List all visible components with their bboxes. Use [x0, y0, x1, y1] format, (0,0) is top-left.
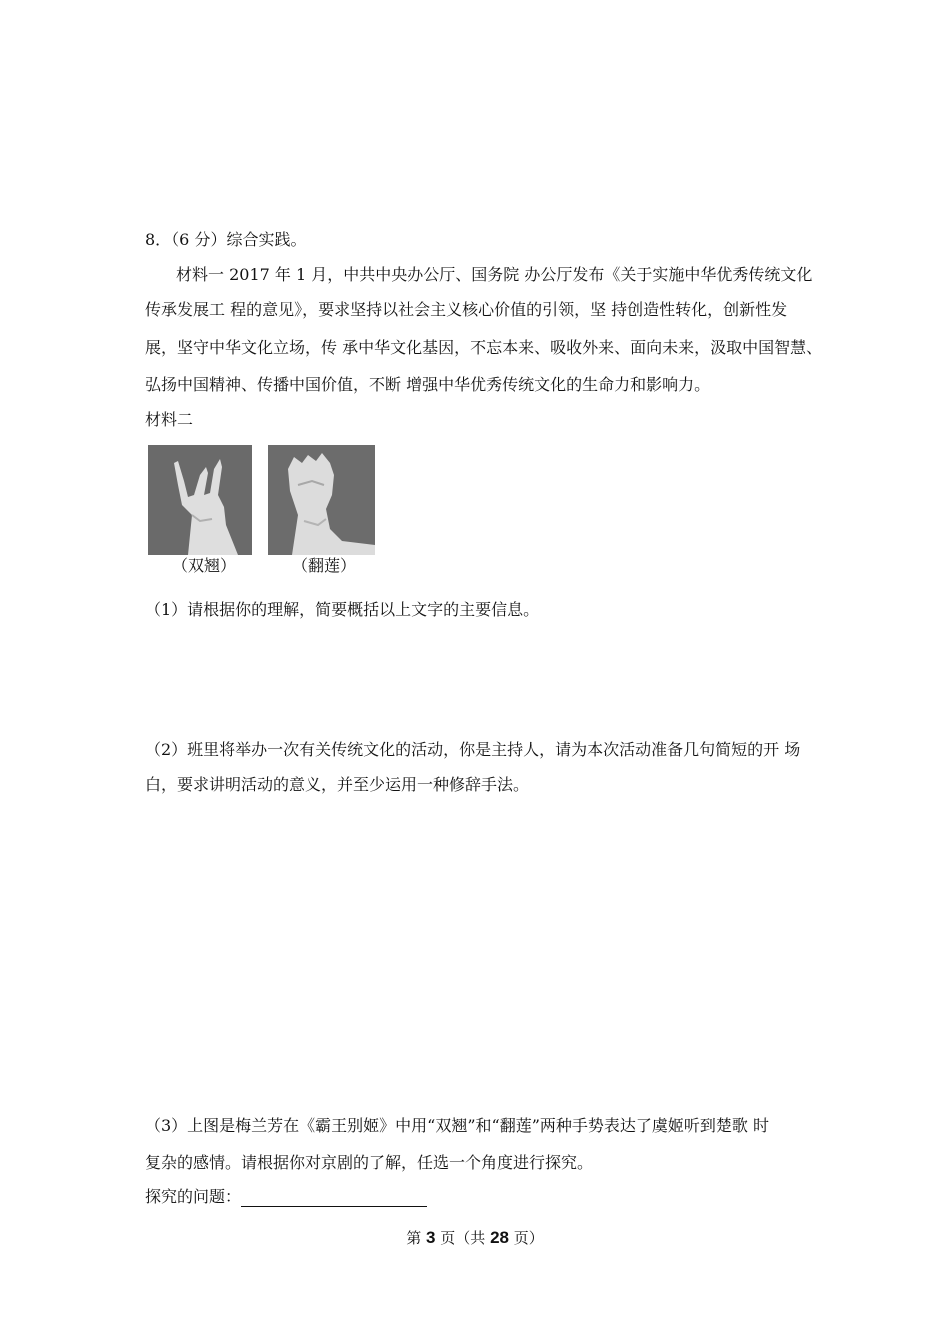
material1-line-4: 弘扬中国精神、传播中国价值，不断 增强中华优秀传统文化的生命力和影响力。 [145, 375, 711, 394]
hand-gesture-photo-fanlian [268, 445, 375, 555]
footer-prefix: 第 [406, 1229, 422, 1247]
sub-question-3-line-2: 复杂的感情。请根据你对京剧的了解，任选一个角度进行探究。 [145, 1153, 594, 1172]
footer-page-number: 3 [426, 1228, 436, 1247]
inquiry-question-row [145, 1187, 427, 1207]
sub-question-2-line-2: 白，要求讲明活动的意义，并至少运用一种修辞手法。 [145, 775, 530, 794]
sub-question-1: （1）请根据你的理解，简要概括以上文字的主要信息。 [145, 600, 540, 619]
footer-middle: 页（共 [440, 1229, 486, 1247]
hand-gesture-photo-shuangqiao [148, 445, 252, 555]
material1-line-3: 展，坚守中华文化立场，传 承中华文化基因，不忘本来、吸收外来、面向未来，汲取中国智慧、 [145, 338, 823, 357]
sub-question-2-line-1: （2）班里将举办一次有关传统文化的活动，你是主持人，请为本次活动准备几句简短的开 场 [145, 740, 801, 759]
caption-fanlian: （翻莲） [292, 556, 357, 575]
caption-shuangqiao: （双翘） [172, 556, 237, 575]
answer-blank[interactable] [241, 1190, 427, 1207]
inquiry-label: 探究的问题： [145, 1187, 242, 1206]
footer-suffix: 页） [513, 1229, 544, 1247]
question-header: 8．（6 分）综合实践。 [145, 230, 307, 249]
material2-label: 材料二 [145, 410, 194, 429]
material1-line-2: 传承发展工 程的意见》，要求坚持以社会主义核心价值的引领，坚 持创造性转化，创新性发 [145, 300, 788, 319]
sub-question-3-line-1: （3）上图是梅兰芳在《霸王别姬》中用“双翘”和“翻莲”两种手势表达了虞姬听到楚歌 时 [145, 1116, 769, 1135]
material1-line-1: 材料一 2017 年 1 月，中共中央办公厅、国务院 办公厅发布《关于实施中华优秀传统文化 [176, 265, 813, 284]
page-footer [0, 1228, 950, 1248]
footer-total-pages: 28 [490, 1228, 509, 1247]
